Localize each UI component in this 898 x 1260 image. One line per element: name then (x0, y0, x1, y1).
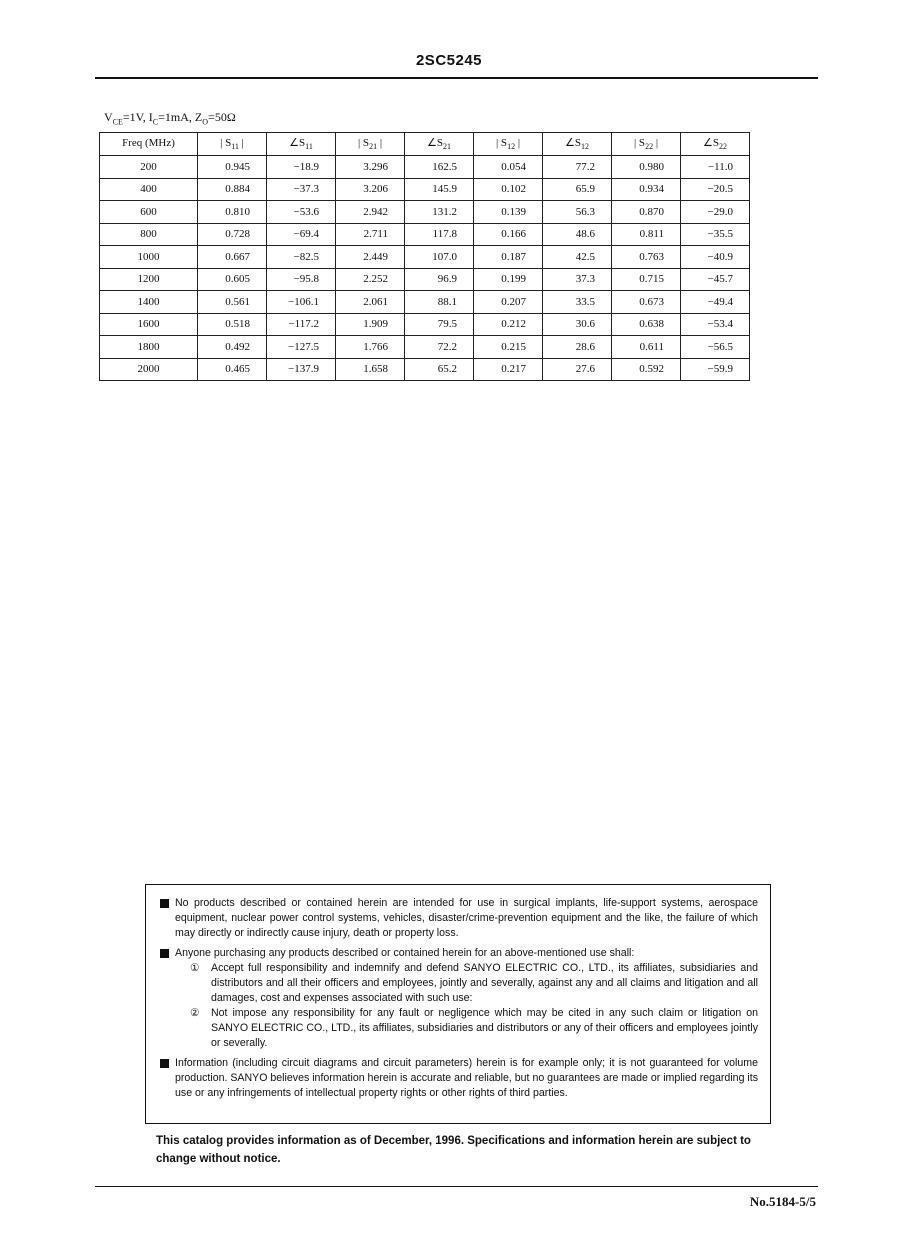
table-cell: −45.7 (681, 268, 750, 291)
table-cell: 117.8 (405, 223, 474, 246)
table-cell: 0.199 (474, 268, 543, 291)
notice-paragraph: No products described or contained herein are intended for use in surgical implants, life-support systems, aerospace equipment, nuclear power control systems, vehicles, disaster/crime-prevention equipment and the like, the failure of which may directly or indirectly cause injury, death or property loss. (160, 896, 758, 941)
table-cell: −40.9 (681, 246, 750, 269)
table-cell: 0.945 (198, 156, 267, 179)
table-cell: 131.2 (405, 201, 474, 224)
table-cell: 27.6 (543, 358, 612, 381)
table-cell: 2.449 (336, 246, 405, 269)
table-cell: 0.561 (198, 291, 267, 314)
table-cell: 0.102 (474, 178, 543, 201)
table-cell: 0.054 (474, 156, 543, 179)
table-cell: 145.9 (405, 178, 474, 201)
table-cell: −53.4 (681, 313, 750, 336)
table-cell: 0.492 (198, 336, 267, 359)
table-cell: −59.9 (681, 358, 750, 381)
table-cell: 33.5 (543, 291, 612, 314)
table-row (100, 336, 750, 359)
table-cell: 0.763 (612, 246, 681, 269)
table-cell: −49.4 (681, 291, 750, 314)
column-header: $\angle S_{22}$ (681, 133, 750, 156)
table-cell: −18.9 (267, 156, 336, 179)
table-cell: 0.667 (198, 246, 267, 269)
square-bullet-icon (160, 949, 169, 958)
table-cell: 1.909 (336, 313, 405, 336)
table-cell: 2000 (100, 358, 198, 381)
table-cell: 96.9 (405, 268, 474, 291)
table-cell: 77.2 (543, 156, 612, 179)
table-cell: 0.518 (198, 313, 267, 336)
page-number: No.5184-5/5 (749, 1194, 816, 1209)
table-cell: 3.206 (336, 178, 405, 201)
table-cell: 48.6 (543, 223, 612, 246)
table-cell: 0.611 (612, 336, 681, 359)
table-cell: 0.605 (198, 268, 267, 291)
table-cell: 65.2 (405, 358, 474, 381)
table-cell: 0.212 (474, 313, 543, 336)
table-cell: 1800 (100, 336, 198, 359)
table-cell: −69.4 (267, 223, 336, 246)
column-header: | $S_{22}$ | (612, 133, 681, 156)
table-row (100, 223, 750, 246)
table-cell: 0.870 (612, 201, 681, 224)
table-row (100, 246, 750, 269)
table-cell: −137.9 (267, 358, 336, 381)
table-cell: 56.3 (543, 201, 612, 224)
table-cell: −82.5 (267, 246, 336, 269)
table-cell: −117.2 (267, 313, 336, 336)
measurement-conditions: $V_{CE}=1V$, $I_C=1mA$, $Z_O=50\Omega$ (104, 110, 236, 127)
table-cell: 0.934 (612, 178, 681, 201)
table-row (100, 178, 750, 201)
table-cell: 800 (100, 223, 198, 246)
table-cell: 0.139 (474, 201, 543, 224)
table-cell: −127.5 (267, 336, 336, 359)
table-cell: 0.884 (198, 178, 267, 201)
column-header: | $S_{21}$ | (336, 133, 405, 156)
table-cell: 30.6 (543, 313, 612, 336)
table-cell: 65.9 (543, 178, 612, 201)
page-title: 2SC5245 (415, 52, 483, 69)
table-cell: 0.673 (612, 291, 681, 314)
square-bullet-icon (160, 899, 169, 908)
table-cell: −29.0 (681, 201, 750, 224)
table-cell: −20.5 (681, 178, 750, 201)
table-cell: 0.187 (474, 246, 543, 269)
header-divider (95, 77, 818, 79)
notice-paragraph: Anyone purchasing any products described or contained herein for an above-mentioned use shall: ① Accept full responsibility and indemnify and defend SANYO ELECTRIC CO., LTD., its affiliates, subsidiaries and distributors and all their officers and employees, jointly and severally, against any and all claims and litigation and all damages, cost and expenses associated with such use: ② Not impose any responsibility for any fault or negligence which may be cited in any such claim or litigation on SANYO ELECTRIC CO., LTD., its affiliates, subsidiaries and distributors or any of their officers and employees jointly or severally. (160, 946, 758, 1051)
table-cell: 0.715 (612, 268, 681, 291)
table-row (100, 291, 750, 314)
table-cell: 37.3 (543, 268, 612, 291)
s-parameter-table (99, 132, 750, 381)
table-cell: 0.207 (474, 291, 543, 314)
table-cell: 1600 (100, 313, 198, 336)
column-header: $\angle S_{21}$ (405, 133, 474, 156)
table-cell: 79.5 (405, 313, 474, 336)
column-header: $\angle S_{11}$ (267, 133, 336, 156)
table-row (100, 358, 750, 381)
table-cell: −106.1 (267, 291, 336, 314)
table-cell: 0.810 (198, 201, 267, 224)
table-cell: 162.5 (405, 156, 474, 179)
table-cell: 0.215 (474, 336, 543, 359)
table-row (100, 201, 750, 224)
table-header-row (100, 133, 750, 156)
table-cell: −11.0 (681, 156, 750, 179)
table-row (100, 313, 750, 336)
table-cell: 2.711 (336, 223, 405, 246)
column-header: | $S_{12}$ | (474, 133, 543, 156)
footer-divider (95, 1186, 818, 1187)
square-bullet-icon (160, 1059, 169, 1068)
table-cell: 1.658 (336, 358, 405, 381)
notice-paragraph: Information (including circuit diagrams and circuit parameters) herein is for example only; it is not guaranteed for volume production. SANYO believes information herein is accurate and reliable, but no guarantees are made or implied regarding its use or any infringements of intellectual property rights or other rights of third parties. (160, 1056, 758, 1101)
table-cell: 3.296 (336, 156, 405, 179)
table-cell: 2.942 (336, 201, 405, 224)
table-cell: 1000 (100, 246, 198, 269)
column-header: Freq (MHz) (100, 133, 198, 156)
table-cell: −56.5 (681, 336, 750, 359)
notice-subitem: ① Accept full responsibility and indemnify and defend SANYO ELECTRIC CO., LTD., its affiliates, subsidiaries and distributors and all their officers and employees, jointly and severally, against any and all claims and litigation and all damages, cost and expenses associated with such use: (190, 962, 758, 1004)
table-cell: 0.592 (612, 358, 681, 381)
table-cell: 2.061 (336, 291, 405, 314)
table-cell: 72.2 (405, 336, 474, 359)
notice-subitem: ② Not impose any responsibility for any fault or negligence which may be cited in any such claim or litigation on SANYO ELECTRIC CO., LTD., its affiliates, subsidiaries and distributors or any of their officers and employees jointly or severally. (190, 1007, 758, 1049)
table-cell: −35.5 (681, 223, 750, 246)
table-row (100, 268, 750, 291)
table-cell: 1400 (100, 291, 198, 314)
table-cell: 0.166 (474, 223, 543, 246)
table-cell: 88.1 (405, 291, 474, 314)
column-header: $\angle S_{12}$ (543, 133, 612, 156)
table-row (100, 156, 750, 179)
column-header: | $S_{11}$ | (198, 133, 267, 156)
table-cell: 0.728 (198, 223, 267, 246)
catalog-date-note: This catalog provides information as of December, 1996. Specifications and information herein are subject to change without notice. (156, 1135, 751, 1165)
table-cell: 600 (100, 201, 198, 224)
table-cell: 0.638 (612, 313, 681, 336)
table-cell: 107.0 (405, 246, 474, 269)
table-cell: 1.766 (336, 336, 405, 359)
table-cell: 28.6 (543, 336, 612, 359)
table-cell: 0.217 (474, 358, 543, 381)
table-cell: −53.6 (267, 201, 336, 224)
table-cell: −37.3 (267, 178, 336, 201)
table-cell: 0.980 (612, 156, 681, 179)
table-cell: 2.252 (336, 268, 405, 291)
table-cell: 200 (100, 156, 198, 179)
table-cell: 42.5 (543, 246, 612, 269)
legal-notice-box (145, 884, 771, 1124)
table-cell: 0.811 (612, 223, 681, 246)
table-cell: 0.465 (198, 358, 267, 381)
table-cell: 1200 (100, 268, 198, 291)
table-cell: −95.8 (267, 268, 336, 291)
table-cell: 400 (100, 178, 198, 201)
